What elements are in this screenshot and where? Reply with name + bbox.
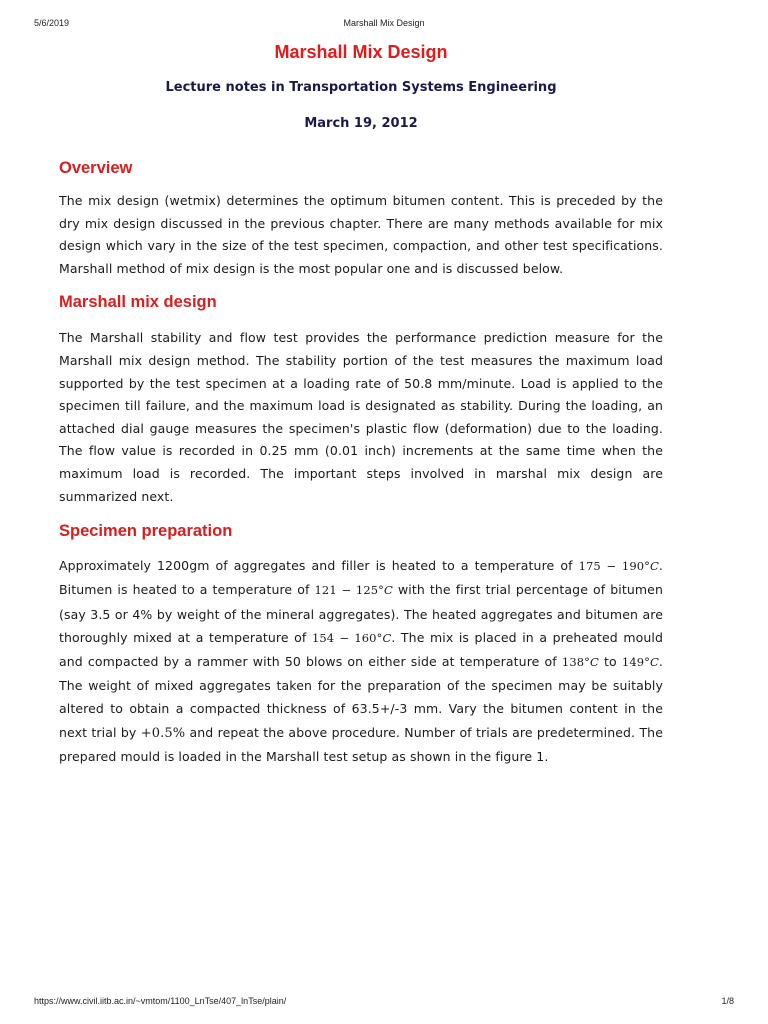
math-temp-aggregates: 175 − 190°C	[578, 559, 659, 574]
paragraph-marshall-mix-design: The Marshall stability and flow test provides the performance prediction measure for the Marshall mix design method. The stability portion of the test measures the maximum load supported by the test specimen at a loading rate of 50.8 mm/minute. Load is applied to the specimen till failure, and the maximum load is designated as stability. During the loading, an attached dial gauge measures the specimen's plastic flow (deformation) due to the loading. The flow value is recorded in 0.25 mm (0.01 inch) increments at the same time when the maximum load is recorded. The important steps involved in marshal mix design are summarized next.	[59, 330, 663, 504]
document-date: March 19, 2012	[304, 116, 418, 131]
specimen-text-6: . The weight of mixed aggregates taken for the preparation of the specimen may be suitably altered to obtain a compacted thickness of 63.5+/-3 mm. Vary the bitumen content in the next trial by	[59, 653, 663, 740]
print-footer	[34, 996, 734, 1008]
print-date: 5/6/2019	[34, 18, 70, 28]
document-subtitle: Lecture notes in Transportation Systems Engineering	[165, 80, 557, 95]
document-body	[59, 38, 663, 768]
document-title: Marshall Mix Design	[274, 42, 448, 62]
math-bitumen-increment: +0.5%	[140, 725, 186, 741]
math-temp-mixing: 154 − 160°C	[311, 630, 392, 645]
math-temp-compaction-high: 149°C	[621, 654, 659, 669]
print-title: Marshall Mix Design	[343, 18, 425, 28]
math-temp-compaction-low: 138°C	[561, 654, 599, 669]
print-header	[34, 18, 734, 30]
paragraph-specimen-preparation	[59, 554, 663, 768]
heading-overview: Overview	[59, 159, 133, 177]
paragraph-overview: The mix design (wetmix) determines the optimum bitumen content. This is preceded by the dry mix design discussed in the previous chapter. There are many methods available for mix design which vary in the size of the test specimen, compaction, and other test specifications. Marshall method of mix design is the most popular one and is discussed below.	[59, 193, 663, 276]
heading-marshall-mix-design: Marshall mix design	[59, 293, 217, 312]
specimen-text-7: and repeat the above procedure. Number of trials are predetermined. The prepared mould is loaded in the Marshall test setup as shown in the figure 1.	[59, 724, 663, 764]
specimen-text-3: with the first trial percentage of bitumen (say 3.5 or 4% by weight of the mineral aggregates). The heated aggregates and bitumen are thoroughly mixed at a temperature of	[59, 582, 663, 645]
math-temp-bitumen: 121 − 125°C	[314, 583, 393, 598]
specimen-text-2: . Bitumen is heated to a temperature of	[59, 558, 663, 598]
specimen-text-4: . The mix is placed in a preheated mould and compacted by a rammer with 50 blows on either side at temperature of	[59, 629, 663, 669]
specimen-text-5: to	[598, 653, 622, 669]
print-url: https://www.civil.iitb.ac.in/~vmtom/1100_LnTse/407_lnTse/plain/	[34, 996, 287, 1006]
specimen-text-1: Approximately 1200gm of aggregates and filler is heated to a temperature of	[59, 558, 579, 574]
heading-specimen-preparation: Specimen preparation	[59, 522, 233, 541]
page-number: 1/8	[721, 996, 734, 1006]
